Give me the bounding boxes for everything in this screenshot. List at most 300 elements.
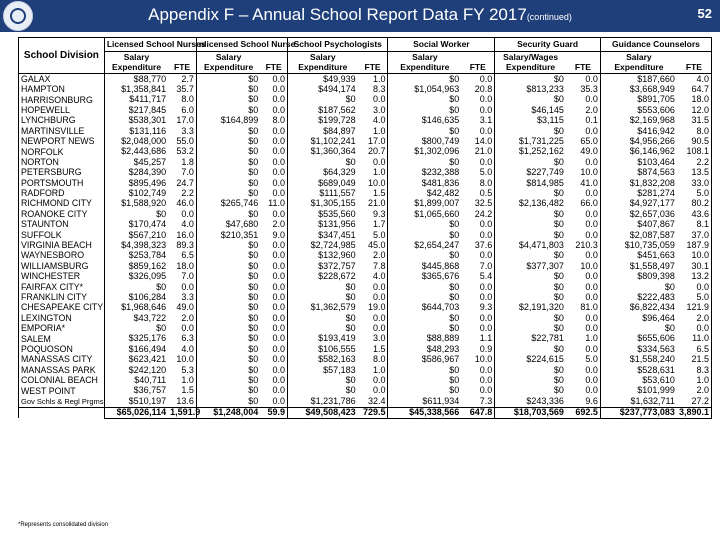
salary-cell: $164,899 <box>196 116 260 126</box>
salary-cell: $1,362,579 <box>287 303 357 313</box>
fte-cell: 10.0 <box>677 251 712 261</box>
table-row <box>19 240 712 250</box>
total-salary-cell: $65,026,114 <box>104 407 168 418</box>
fte-cell: 1.7 <box>358 219 388 229</box>
division-name-cell: HARRISONBURG <box>19 95 105 105</box>
fte-cell: 89.3 <box>168 240 196 250</box>
salary-cell: $0 <box>196 168 260 178</box>
salary-cell: $0 <box>196 74 260 85</box>
fte-cell: 20.7 <box>358 147 388 157</box>
salary-cell: $2,087,587 <box>600 230 676 240</box>
salary-cell: $0 <box>495 323 566 333</box>
salary-cell: $0 <box>388 74 461 85</box>
division-name-cell: SALEM <box>19 334 105 344</box>
table-row <box>19 157 712 167</box>
fte-cell: 45.0 <box>358 240 388 250</box>
salary-cell: $6,146,962 <box>600 147 676 157</box>
table-row <box>19 230 712 240</box>
salary-cell: $103,464 <box>600 157 676 167</box>
salary-cell: $88,770 <box>104 74 168 85</box>
salary-cell: $0 <box>287 157 357 167</box>
fte-cell: 12.0 <box>677 105 712 115</box>
salary-cell: $0 <box>104 282 168 292</box>
footnote: *Represents consolidated division <box>18 522 109 528</box>
fte-cell: 0.0 <box>566 375 601 385</box>
fte-cell: 7.0 <box>168 168 196 178</box>
total-fte-cell: 3,890.1 <box>677 407 712 418</box>
header-row-salary <box>19 52 712 63</box>
salary-cell: $334,563 <box>600 344 676 354</box>
fte-cell: 65.0 <box>566 136 601 146</box>
fte-cell: 1.0 <box>358 168 388 178</box>
salary-cell: $0 <box>196 396 260 407</box>
total-salary-cell: $18,703,569 <box>495 407 566 418</box>
fte-cell: 24.7 <box>168 178 196 188</box>
fte-cell: 0.0 <box>566 209 601 219</box>
table-row <box>19 74 712 85</box>
salary-cell: $1,358,841 <box>104 84 168 94</box>
table-row <box>19 292 712 302</box>
fte-cell: 2.0 <box>358 251 388 261</box>
division-name-cell: HOPEWELL <box>19 105 105 115</box>
salary-cell: $0 <box>495 292 566 302</box>
salary-cell: $445,868 <box>388 261 461 271</box>
fte-cell: 9.6 <box>566 396 601 407</box>
fte-cell: 0.0 <box>260 188 287 198</box>
fte-cell: 5.0 <box>677 188 712 198</box>
salary-cell: $0 <box>196 271 260 281</box>
division-name-cell: MANASSAS CITY <box>19 355 105 365</box>
fte-cell: 0.0 <box>358 313 388 323</box>
salary-cell: $3,668,949 <box>600 84 676 94</box>
group-header: nlicensed School Nurse <box>196 38 287 52</box>
division-name-cell: RADFORD <box>19 188 105 198</box>
salary-cell: $586,967 <box>388 355 461 365</box>
salary-cell: $0 <box>196 157 260 167</box>
fte-cell: 64.7 <box>677 84 712 94</box>
fte-cell: 7.0 <box>461 261 495 271</box>
fte-cell: 8.3 <box>677 365 712 375</box>
fte-cell: 0.0 <box>566 323 601 333</box>
salary-cell: $1,632,711 <box>600 396 676 407</box>
salary-cell: $326,095 <box>104 271 168 281</box>
fte-cell: 3.3 <box>168 126 196 136</box>
fte-cell: 0.0 <box>260 271 287 281</box>
fte-cell: 0.0 <box>168 282 196 292</box>
fte-cell: 0.0 <box>260 126 287 136</box>
table-row <box>19 271 712 281</box>
fte-cell: 11.0 <box>677 334 712 344</box>
fte-cell: 9.0 <box>260 230 287 240</box>
expenditure-subheader: Expenditure <box>196 62 260 74</box>
fte-cell: 1.8 <box>168 157 196 167</box>
salary-cell: $0 <box>287 282 357 292</box>
expenditure-subheader: Expenditure <box>600 62 676 74</box>
salary-cell: $372,757 <box>287 261 357 271</box>
salary-cell: $0 <box>388 126 461 136</box>
fte-cell: 1.1 <box>461 334 495 344</box>
fte-cell: 0.0 <box>461 292 495 302</box>
fte-cell: 0.0 <box>461 375 495 385</box>
fte-cell: 24.2 <box>461 209 495 219</box>
salary-cell: $0 <box>287 313 357 323</box>
salary-cell: $10,735,059 <box>600 240 676 250</box>
fte-cell: 1.0 <box>358 126 388 136</box>
fte-subheader-spacer <box>677 52 712 63</box>
salary-cell: $0 <box>388 219 461 229</box>
fte-cell: 3.0 <box>358 334 388 344</box>
fte-cell: 43.6 <box>677 209 712 219</box>
fte-cell: 0.0 <box>461 230 495 240</box>
fte-cell: 7.3 <box>461 396 495 407</box>
salary-cell: $689,049 <box>287 178 357 188</box>
fte-cell: 5.0 <box>677 292 712 302</box>
salary-cell: $451,663 <box>600 251 676 261</box>
salary-cell: $2,136,482 <box>495 199 566 209</box>
fte-cell: 1.0 <box>566 334 601 344</box>
fte-cell: 0.0 <box>566 219 601 229</box>
salary-cell: $891,705 <box>600 95 676 105</box>
salary-cell: $1,968,646 <box>104 303 168 313</box>
fte-cell: 1.0 <box>358 74 388 85</box>
salary-cell: $43,722 <box>104 313 168 323</box>
fte-cell: 2.2 <box>168 188 196 198</box>
salary-cell: $84,897 <box>287 126 357 136</box>
salary-cell: $814,985 <box>495 178 566 188</box>
fte-cell: 4.0 <box>358 116 388 126</box>
group-header: Social Worker <box>388 38 495 52</box>
division-name-cell: WINCHESTER <box>19 271 105 281</box>
salary-cell: $1,231,786 <box>287 396 357 407</box>
salary-subheader: Salary/Wages <box>495 52 566 63</box>
fte-cell: 37.0 <box>677 230 712 240</box>
fte-cell: 31.5 <box>677 116 712 126</box>
table-row <box>19 323 712 333</box>
salary-cell: $0 <box>600 282 676 292</box>
total-fte-cell: 1,591.9 <box>170 407 201 418</box>
fte-cell: 0.0 <box>677 282 712 292</box>
salary-subheader: Salary <box>196 52 260 63</box>
table-row <box>19 396 712 407</box>
fte-cell: 0.0 <box>260 136 287 146</box>
salary-cell: $411,717 <box>104 95 168 105</box>
fte-cell: 3.1 <box>461 116 495 126</box>
division-name-cell: PETERSBURG <box>19 168 105 178</box>
total-salary-cell: $45,338,566 <box>388 407 461 418</box>
salary-cell: $800,749 <box>388 136 461 146</box>
fte-cell: 9.3 <box>358 209 388 219</box>
page-title-text: Appendix F – Annual School Report Data FY 2017 <box>148 5 527 24</box>
salary-cell: $193,419 <box>287 334 357 344</box>
table-row <box>19 386 712 396</box>
fte-cell: 8.0 <box>461 178 495 188</box>
division-name-cell: FAIRFAX CITY* <box>19 282 105 292</box>
division-name-cell: MANASSAS PARK <box>19 365 105 375</box>
fte-cell: 3.3 <box>168 292 196 302</box>
salary-cell: $22,781 <box>495 334 566 344</box>
salary-cell: $0 <box>388 375 461 385</box>
fte-cell: 13.2 <box>677 271 712 281</box>
fte-cell: 0.0 <box>260 251 287 261</box>
salary-cell: $0 <box>495 386 566 396</box>
salary-cell: $0 <box>495 251 566 261</box>
salary-cell: $895,496 <box>104 178 168 188</box>
fte-cell: 21.5 <box>677 355 712 365</box>
fte-cell: 5.3 <box>168 365 196 375</box>
fte-cell: 0.0 <box>461 105 495 115</box>
fte-cell: 53.2 <box>168 147 196 157</box>
fte-cell: 20.8 <box>461 84 495 94</box>
fte-cell: 0.0 <box>566 386 601 396</box>
salary-cell: $535,560 <box>287 209 357 219</box>
fte-cell: 18.0 <box>168 261 196 271</box>
division-name-cell: CHESAPEAKE CITY <box>19 303 105 313</box>
fte-cell: 0.0 <box>461 157 495 167</box>
fte-cell: 1.5 <box>358 344 388 354</box>
salary-cell: $0 <box>495 219 566 229</box>
fte-cell: 0.0 <box>566 271 601 281</box>
fte-cell: 0.0 <box>461 74 495 85</box>
salary-cell: $0 <box>388 323 461 333</box>
expenditure-subheader: Expenditure <box>104 62 168 74</box>
salary-cell: $2,191,320 <box>495 303 566 313</box>
salary-cell: $0 <box>196 303 260 313</box>
fte-cell: 6.5 <box>168 251 196 261</box>
salary-cell: $0 <box>196 136 260 146</box>
expenditure-subheader: Expenditure <box>287 62 357 74</box>
table-row <box>19 334 712 344</box>
fte-subheader-spacer <box>461 52 495 63</box>
fte-cell: 8.0 <box>358 355 388 365</box>
fte-cell: 0.0 <box>260 334 287 344</box>
fte-cell: 9.3 <box>461 303 495 313</box>
salary-cell: $40,711 <box>104 375 168 385</box>
group-header: Security Guard <box>495 38 601 52</box>
fte-cell: 2.0 <box>566 105 601 115</box>
salary-cell: $0 <box>495 188 566 198</box>
salary-subheader: Salary <box>287 52 357 63</box>
fte-cell: 1.5 <box>358 188 388 198</box>
fte-cell: 10.0 <box>566 168 601 178</box>
salary-cell: $528,631 <box>600 365 676 375</box>
table-header <box>19 38 712 74</box>
table-row <box>19 147 712 157</box>
salary-cell: $0 <box>196 95 260 105</box>
table-row <box>19 251 712 261</box>
table-row <box>19 375 712 385</box>
salary-cell: $47,680 <box>196 219 260 229</box>
fte-cell: 1.0 <box>358 365 388 375</box>
salary-cell: $553,606 <box>600 105 676 115</box>
salary-cell: $265,746 <box>196 199 260 209</box>
fte-cell: 121.9 <box>677 303 712 313</box>
fte-cell: 0.0 <box>566 292 601 302</box>
salary-cell: $0 <box>388 105 461 115</box>
fte-cell: 0.0 <box>260 365 287 375</box>
fte-cell: 0.0 <box>260 168 287 178</box>
page-title-suffix: (continued) <box>526 12 572 22</box>
fte-cell: 14.0 <box>461 136 495 146</box>
total-salary-cell: $1,248,004 <box>196 407 260 418</box>
salary-cell: $242,120 <box>104 365 168 375</box>
division-name-cell: STAUNTON <box>19 219 105 229</box>
salary-cell: $0 <box>196 292 260 302</box>
salary-cell: $131,116 <box>104 126 168 136</box>
salary-cell: $4,471,803 <box>495 240 566 250</box>
salary-cell: $0 <box>196 105 260 115</box>
fte-cell: 17.0 <box>168 116 196 126</box>
fte-cell: 0.0 <box>260 209 287 219</box>
salary-cell: $1,899,007 <box>388 199 461 209</box>
table-row <box>19 116 712 126</box>
fte-cell: 80.2 <box>677 199 712 209</box>
fte-cell: 46.0 <box>168 199 196 209</box>
salary-cell: $222,483 <box>600 292 676 302</box>
salary-subheader: Salary <box>104 52 168 63</box>
salary-cell: $0 <box>388 230 461 240</box>
fte-cell: 4.0 <box>168 219 196 229</box>
fte-cell: 0.1 <box>566 116 601 126</box>
fte-cell: 35.7 <box>168 84 196 94</box>
fte-subheader-spacer <box>168 52 196 63</box>
fte-subheader: FTE <box>461 62 495 74</box>
table-row <box>19 136 712 146</box>
fte-cell: 5.0 <box>461 168 495 178</box>
division-name-cell: FRANKLIN CITY <box>19 292 105 302</box>
division-column-header: School Division <box>19 38 105 74</box>
division-name-cell: POQUOSON <box>19 344 105 354</box>
fte-cell: 2.7 <box>168 74 196 85</box>
fte-cell: 11.0 <box>260 199 287 209</box>
fte-cell: 0.0 <box>260 178 287 188</box>
salary-cell: $2,654,247 <box>388 240 461 250</box>
fte-cell: 0.0 <box>260 84 287 94</box>
totals-label-cell <box>19 407 105 418</box>
fte-cell: 0.0 <box>168 323 196 333</box>
salary-cell: $0 <box>388 157 461 167</box>
salary-cell: $4,927,177 <box>600 199 676 209</box>
salary-cell: $49,939 <box>287 74 357 85</box>
fte-cell: 0.0 <box>260 74 287 85</box>
fte-cell: 41.0 <box>566 178 601 188</box>
division-name-cell: LYNCHBURG <box>19 116 105 126</box>
fte-cell: 8.0 <box>168 95 196 105</box>
salary-cell: $42,482 <box>388 188 461 198</box>
fte-subheader-spacer <box>358 52 388 63</box>
salary-cell: $1,558,497 <box>600 261 676 271</box>
salary-cell: $0 <box>388 386 461 396</box>
table-row <box>19 209 712 219</box>
salary-cell: $4,956,266 <box>600 136 676 146</box>
salary-cell: $416,942 <box>600 126 676 136</box>
salary-subheader: Salary <box>600 52 676 63</box>
salary-cell: $232,388 <box>388 168 461 178</box>
fte-cell: 6.3 <box>168 334 196 344</box>
salary-cell: $0 <box>495 375 566 385</box>
fte-cell: 18.0 <box>677 95 712 105</box>
salary-cell: $0 <box>287 386 357 396</box>
salary-cell: $4,398,323 <box>104 240 168 250</box>
salary-cell: $0 <box>104 323 168 333</box>
salary-cell: $106,555 <box>287 344 357 354</box>
title-bar <box>0 0 720 32</box>
header-row-expenditure <box>19 62 712 74</box>
fte-cell: 0.0 <box>260 95 287 105</box>
salary-cell: $57,183 <box>287 365 357 375</box>
fte-cell: 49.0 <box>566 147 601 157</box>
table-row <box>19 126 712 136</box>
salary-cell: $611,934 <box>388 396 461 407</box>
division-name-cell: ROANOKE CITY <box>19 209 105 219</box>
fte-cell: 8.3 <box>358 84 388 94</box>
salary-cell: $0 <box>196 209 260 219</box>
division-name-cell: EMPORIA* <box>19 323 105 333</box>
salary-cell: $0 <box>388 292 461 302</box>
salary-cell: $228,672 <box>287 271 357 281</box>
fte-cell: 19.0 <box>358 303 388 313</box>
fte-cell: 0.0 <box>461 95 495 105</box>
salary-cell: $0 <box>495 157 566 167</box>
salary-cell: $102,749 <box>104 188 168 198</box>
fte-cell: 0.0 <box>260 323 287 333</box>
salary-cell: $106,284 <box>104 292 168 302</box>
fte-subheader-spacer <box>566 52 601 63</box>
division-name-cell: Gov Schls & Regl Prgms <box>19 396 105 407</box>
fte-cell: 0.0 <box>358 157 388 167</box>
salary-cell: $0 <box>196 355 260 365</box>
salary-cell: $101,999 <box>600 386 676 396</box>
fte-cell: 4.0 <box>168 344 196 354</box>
salary-cell: $0 <box>196 323 260 333</box>
total-salary-cell: $237,773,083 <box>600 407 676 418</box>
salary-cell: $253,784 <box>104 251 168 261</box>
fte-cell: 0.0 <box>358 292 388 302</box>
report-table-container <box>18 37 712 515</box>
fte-cell: 21.0 <box>358 199 388 209</box>
fte-subheader: FTE <box>566 62 601 74</box>
division-name-cell: VIRGINIA BEACH <box>19 240 105 250</box>
salary-cell: $146,635 <box>388 116 461 126</box>
group-header: School Psychologists <box>287 38 387 52</box>
salary-cell: $0 <box>196 386 260 396</box>
salary-cell: $2,657,036 <box>600 209 676 219</box>
salary-cell: $0 <box>196 365 260 375</box>
fte-cell: 32.5 <box>461 199 495 209</box>
salary-cell: $347,451 <box>287 230 357 240</box>
salary-cell: $0 <box>196 147 260 157</box>
salary-cell: $623,421 <box>104 355 168 365</box>
table-row <box>19 199 712 209</box>
fte-cell: 0.0 <box>260 375 287 385</box>
division-name-cell: WAYNESBORO <box>19 251 105 261</box>
salary-cell: $1,360,364 <box>287 147 357 157</box>
fte-cell: 2.0 <box>168 313 196 323</box>
table-row <box>19 365 712 375</box>
fte-cell: 33.0 <box>677 178 712 188</box>
salary-cell: $0 <box>495 74 566 85</box>
table-row <box>19 84 712 94</box>
table-row <box>19 188 712 198</box>
page-number: 52 <box>697 6 712 21</box>
fte-cell: 81.0 <box>566 303 601 313</box>
page-title <box>0 5 720 25</box>
table-row <box>19 313 712 323</box>
salary-cell: $217,845 <box>104 105 168 115</box>
salary-cell: $809,398 <box>600 271 676 281</box>
fte-cell: 0.0 <box>260 292 287 302</box>
fte-cell: 0.0 <box>260 386 287 396</box>
fte-cell: 0.0 <box>260 303 287 313</box>
